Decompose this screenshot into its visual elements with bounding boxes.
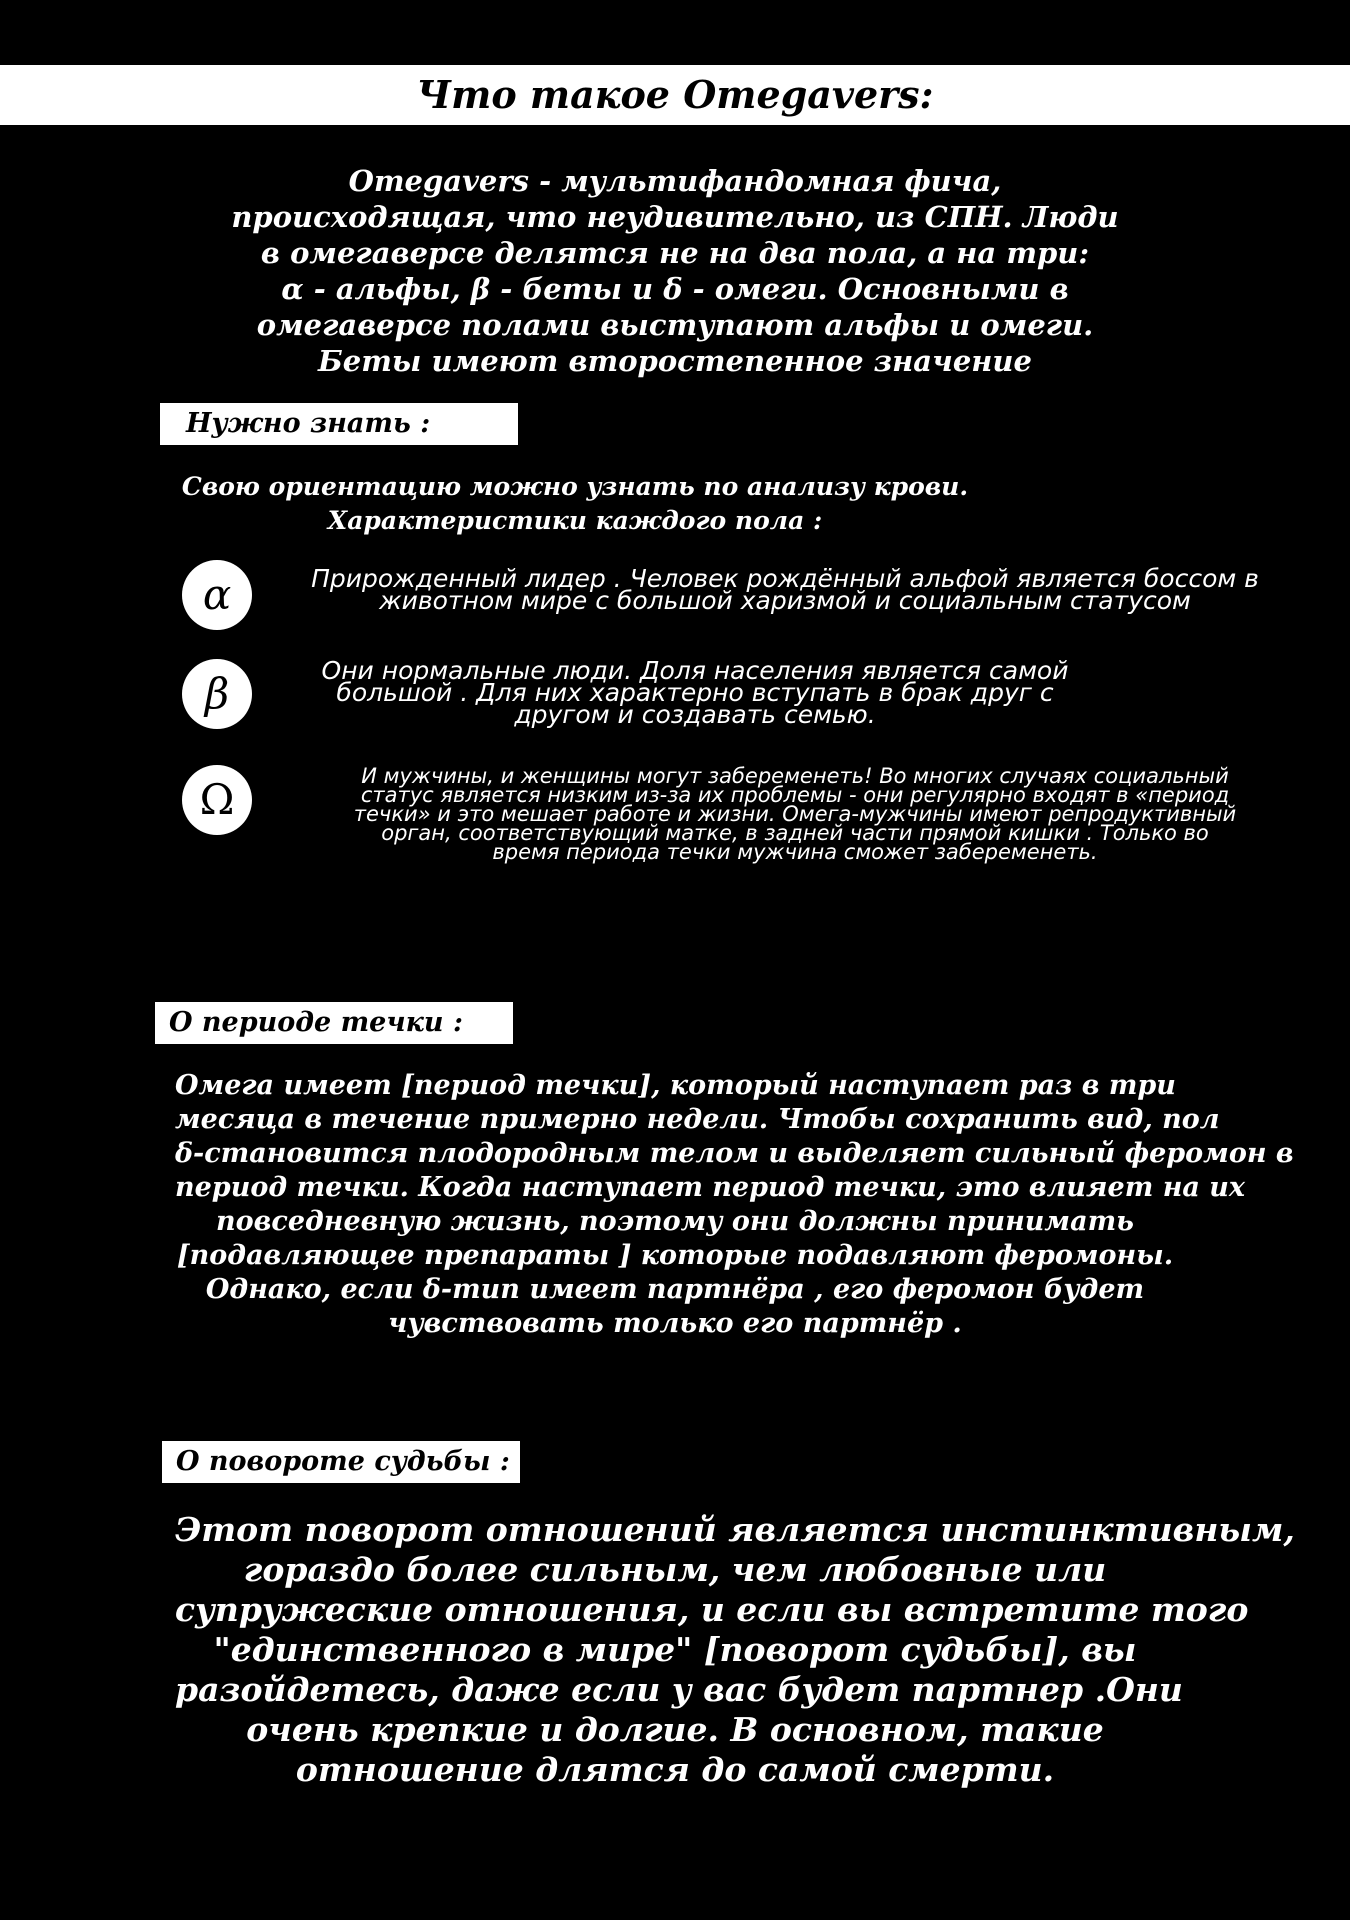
fate-turn-text bbox=[175, 1510, 1295, 1790]
heat-line: Однако, если δ-тип имеет партнёра , его феромон будет bbox=[205, 1274, 1145, 1305]
omega-description bbox=[275, 764, 1315, 864]
intro-paragraph bbox=[175, 163, 1175, 379]
heat-line: месяца в течение примерно недели. Чтобы сохранить вид, пол bbox=[175, 1104, 1220, 1135]
heat-period-text bbox=[175, 1069, 1294, 1341]
fate-line: "единственного в мире" [поворот судьбы], вы bbox=[213, 1630, 1137, 1669]
heat-line: Омега имеет [период течки], который наступает раз в три bbox=[175, 1070, 1176, 1101]
heat-line: период течки. Когда наступает период течки, это влияет на их bbox=[175, 1172, 1245, 1203]
alpha-line: Прирожденный лидер . Человек рождённый альфой является боссом в bbox=[311, 564, 1259, 593]
omega-line: статус является низким из-за их проблемы - они регулярно входят в «период bbox=[360, 783, 1230, 807]
alpha-icon: α bbox=[182, 560, 252, 630]
alpha-description bbox=[270, 564, 1300, 615]
intro-line: в омегаверсе делятся не на два пола, а на три: bbox=[260, 236, 1090, 270]
heat-line: δ-становится плодородным телом и выделяет сильный феромон в bbox=[175, 1138, 1294, 1169]
need-to-know-text bbox=[175, 470, 975, 538]
heat-line: [подавляющее препараты ] которые подавляют феромоны. bbox=[176, 1240, 1174, 1271]
omega-icon: Ω bbox=[182, 765, 252, 835]
beta-description bbox=[270, 656, 1120, 729]
beta-line: большой . Для них характерно вступать в брак друг с bbox=[336, 678, 1054, 707]
intro-line: омегаверсе полами выступают альфы и омеги. bbox=[256, 308, 1094, 342]
heat-period-label: О периоде течки : bbox=[155, 1002, 513, 1044]
beta-icon: β bbox=[182, 659, 252, 729]
fate-line: Этот поворот отношений является инстинктивным, bbox=[175, 1510, 1295, 1549]
intro-line: Беты имеют второстепенное значение bbox=[318, 344, 1032, 378]
intro-line: происходящая, что неудивительно, из СПН. Люди bbox=[231, 200, 1119, 234]
heat-line: чувствовать только его партнёр . bbox=[388, 1308, 962, 1339]
omega-line: время периода течки мужчина сможет забеременеть. bbox=[492, 840, 1098, 864]
fate-line: гораздо более сильным, чем любовные или bbox=[243, 1550, 1107, 1589]
intro-line: α - альфы, β - беты и δ - омеги. Основными в bbox=[281, 272, 1069, 306]
fate-line: супружеские отношения, и если вы встретите того bbox=[175, 1590, 1249, 1629]
omega-line: орган, соответствующий матке, в задней части прямой кишки . Только во bbox=[381, 821, 1209, 845]
page-title: Что такое Omegavers: bbox=[0, 65, 1350, 125]
intro-line: Omegavers - мультифандомная фича, bbox=[348, 164, 1002, 198]
fate-turn-label: О повороте судьбы : bbox=[162, 1441, 520, 1483]
beta-line: другом и создавать семью. bbox=[514, 700, 876, 729]
heat-line: повседневную жизнь, поэтому они должны принимать bbox=[216, 1206, 1134, 1237]
fate-line: разойдетесь, даже если у вас будет партнер .Они bbox=[175, 1670, 1183, 1709]
beta-line: Они нормальные люди. Доля населения является самой bbox=[321, 656, 1069, 685]
omega-line: И мужчины, и женщины могут забеременеть! Во многих случаях социальный bbox=[361, 764, 1229, 788]
alpha-line: животном мире с большой харизмой и социальным статусом bbox=[379, 586, 1191, 615]
need-to-know-line: Свою ориентацию можно узнать по анализу крови. bbox=[181, 472, 969, 501]
fate-line: очень крепкие и долгие. В основном, такие bbox=[246, 1710, 1104, 1749]
need-to-know-label: Нужно знать : bbox=[160, 403, 518, 445]
omega-line: течки» и это мешает работе и жизни. Омега-мужчины имеют репродуктивный bbox=[353, 802, 1237, 826]
need-to-know-line: Характеристики каждого пола : bbox=[327, 506, 823, 535]
fate-line: отношение длятся до самой смерти. bbox=[295, 1750, 1055, 1789]
